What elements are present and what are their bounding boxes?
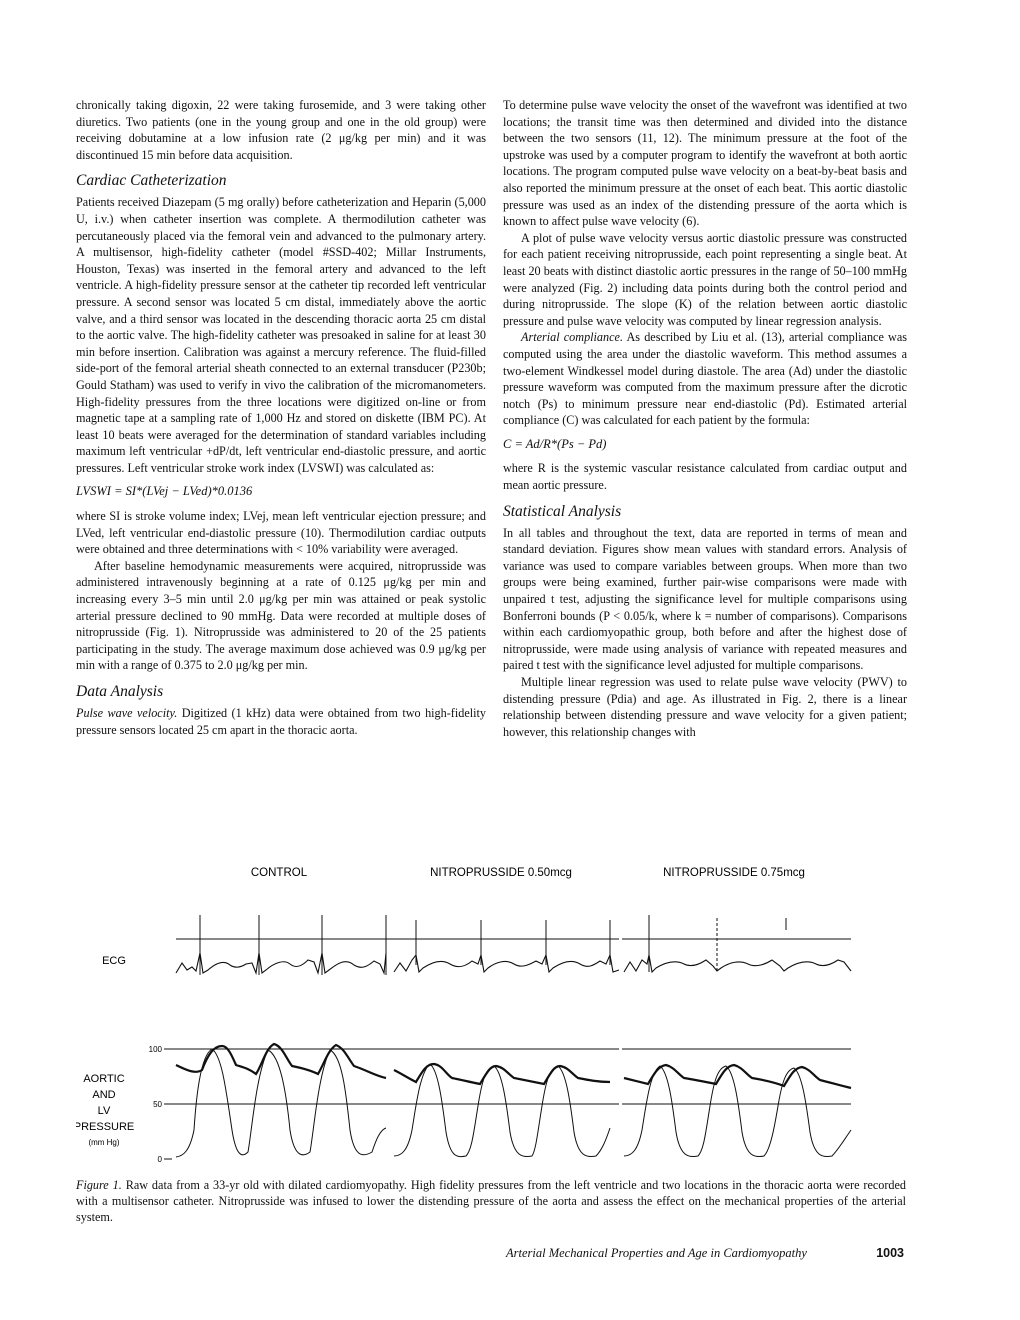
caption-text: Raw data from a 33-yr old with dilated cardiomyopathy. High fidelity pressures from the left ventricle and two locations in the thoracic aorta were recorded with a multisensor catheter. Nitroprusside was infused to lower the distending pressure of the aorta and assess the effect on the mechanical properties of the arterial system. xyxy=(76,1178,907,1224)
ecg-trace-nitro-075 xyxy=(624,955,851,972)
heading-data-analysis: Data Analysis xyxy=(76,683,164,700)
pressure-label-line-1: AORTIC xyxy=(83,1073,125,1085)
right-column xyxy=(503,97,907,740)
y-tick-100: 100 xyxy=(148,1045,162,1054)
heading-statistical-analysis: Statistical Analysis xyxy=(503,502,622,520)
paragraph-nitroprusside: After baseline hemodynamic measurements were acquired, nitroprusside was administered intravenously beginning at a rate of 0.125 μg/kg per min and increasing every 3–5 min until 2.0 μg/kg per min was attained or peak systolic arterial pressure declined to 90 mmHg. Data were recorded at multiple doses of nitroprusside (Fig. 1). Nitroprusside was administered to 20 of the 25 patients participating in the study. The average maximum dose achieved was 0.9 μg/kg per min with a range of 0.375 to 2.0 μg/kg per min. xyxy=(76,558,486,673)
y-tick-0: 0 xyxy=(157,1155,162,1164)
pressure-label-line-4: PRESSURE xyxy=(76,1121,135,1133)
runin-pulse-wave-velocity: Pulse wave velocity. xyxy=(76,706,178,720)
paragraph-statistics: In all tables and throughout the text, data are reported in terms of mean and standard deviation. Figures show mean values with standard errors. Analysis of variance was used to compare variables between groups. When more than two groups were being examined, further pair-wise comparisons were made with unpaired t test, adjusting the significance level for multiple comparisons using Bonferroni bounds (P < 0.05/k, where k = number of comparisons). Comparisons within each cardiomyopathic group, both before and after the highest dose of nitroprusside, were made using analysis of variance with repeated measures and paired t test with the significance level adjusted for multiple comparisons. xyxy=(503,525,907,673)
pressure-label-units: (mm Hg) xyxy=(88,1138,120,1147)
panel-title-nitro-075: NITROPRUSSIDE 0.75mcg xyxy=(663,867,805,879)
ecg-trace-control xyxy=(176,953,386,973)
ecg-trace-nitro-050 xyxy=(394,955,619,972)
ecg-label: ECG xyxy=(102,955,126,967)
paragraph-catheterization: Patients received Diazepam (5 mg orally) before catheterization and Heparin (5,000 U, i.v.) when catheter insertion was complete. A thermodilution catheter was percutaneously placed via the femoral vein and advanced to the pulmonary artery. A multisensor, high-fidelity catheter (model #SSD-402; Millar Instruments, Houston, Texas) was inserted in the femoral artery and advanced to the left ventricle. A high-fidelity pressure sensor at the catheter tip recorded left ventricular pressure. A second sensor was located 5 cm distal, immediately above the aortic valve, and a third sensor was located in the descending thoracic aorta 25 cm distal to the aortic valve. The high-fidelity catheter was presoaked in saline for at least 30 min before insertion. Calibration was against a mercury reference. The fluid-filled side-port of the femoral arterial sheath connected to an external transducer (P230b; Gould Statham) was used to verify in vivo the calibration of the micromanometers. High-fidelity pressures from the three locations were digitized on-line or from magnetic tape at a sampling rate of 1,000 Hz and stored on diskette (IBM PC). At least 10 beats were averaged for the determination of standard variables including maximum left ventricular +dP/dt, left ventricular end-diastolic pressure, and aortic pressures. Left ventricular stroke work index (LVSWI) was calculated as: xyxy=(76,195,486,475)
paragraph-intro: chronically taking digoxin, 22 were taking furosemide, and 3 were taking other diuretics. Two patients (one in the young group and one in the old group) were receiving dobutamine at a low infusion rate (2 μg/kg per min) and it was discontinued 15 min before data acquisition. xyxy=(76,98,486,162)
page-number: 1003 xyxy=(876,1246,904,1260)
running-title: Arterial Mechanical Properties and Age in Cardiomyopathy xyxy=(506,1246,807,1260)
figure-1-traces xyxy=(76,860,916,1180)
panel-title-control: CONTROL xyxy=(250,867,308,879)
paragraph-regression: Multiple linear regression was used to relate pulse wave velocity (PWV) to distending pressure (Pdia) and age. As illustrated in Fig. 2, there is a linear relationship between distending pressure and wave velocity for a given patient; however, this relationship changes with xyxy=(503,675,907,739)
ecg-spikes xyxy=(200,915,786,975)
text-pulse-wave-velocity: Digitized (1 kHz) data were obtained from two high-fidelity pressure sensors located 25 cm apart in the thoracic aorta. xyxy=(76,706,486,737)
y-tick-50: 50 xyxy=(153,1100,162,1109)
aortic-trace-nitro-075 xyxy=(624,1065,851,1088)
left-column xyxy=(76,97,486,738)
figure-caption xyxy=(76,1177,906,1225)
panel-title-nitro-050: NITROPRUSSIDE 0.50mcg xyxy=(430,867,572,879)
paragraph-transit-time: To determine pulse wave velocity the onset of the wavefront was identified at two locations; the transit time was then determined and divided into the distance between the two sensors (11, 12). The minimum pressure at the foot of the upstroke was used by a computer program to identify the wavefront at both aortic locations. The program computed pulse wave velocity on a beat-by-beat basis and also reported the minimum pressure at the onset of each beat. This aortic diastolic pressure was used as an index of the distending pressure of the aorta which is known to affect pulse wave velocity (6). xyxy=(503,98,907,229)
lv-trace-nitro-075 xyxy=(624,1066,851,1157)
paragraph-arterial-compliance xyxy=(503,329,907,429)
pressure-label-line-3: LV xyxy=(97,1105,111,1117)
paragraph-plot: A plot of pulse wave velocity versus aortic diastolic pressure was constructed for each patient receiving nitroprusside, each point representing a single beat. At least 20 beats with distinct diastolic aortic pressures in the range of 50–100 mmHg were analyzed (Fig. 2) including data points during both the control period and during nitroprusside. The slope (K) of the relation between aortic diastolic pressure and pulse wave velocity was computed by linear regression analysis. xyxy=(503,230,907,328)
paragraph-pulse-wave-velocity xyxy=(76,705,486,738)
paragraph-where-si: where SI is stroke volume index; LVej, mean left ventricular ejection pressure; and LVed, left ventricular end-diastolic pressure (10). Thermodilution cardiac outputs were obtained and three determinations with < 10% variability were averaged. xyxy=(76,509,486,557)
figure-1 xyxy=(76,860,916,1180)
equation-lvswi: LVSWI = SI*(LVej − LVed)*0.0136 xyxy=(76,484,253,499)
pressure-label-line-2: AND xyxy=(92,1089,116,1101)
runin-arterial-compliance: Arterial compliance. xyxy=(521,330,623,345)
text-arterial-compliance: As described by Liu et al. (13), arterial compliance was computed using the area under the diastolic waveform. This method assumes a two-element Windkessel model during diastole. The area (Ad) under the diastolic pressure waveform was computed from the maximum pressure after the dicrotic notch (Ps) to minimum pressure near end-diastolic (Pd). Estimated arterial compliance (C) was calculated for each patient by the formula: xyxy=(503,330,907,428)
equation-compliance: C = Ad/R*(Ps − Pd) xyxy=(503,436,607,451)
paragraph-where-r: where R is the systemic vascular resistance calculated from cardiac output and mean aortic pressure. xyxy=(503,461,907,493)
caption-label: Figure 1. xyxy=(76,1178,122,1192)
heading-cardiac-catheterization: Cardiac Catheterization xyxy=(76,172,227,190)
